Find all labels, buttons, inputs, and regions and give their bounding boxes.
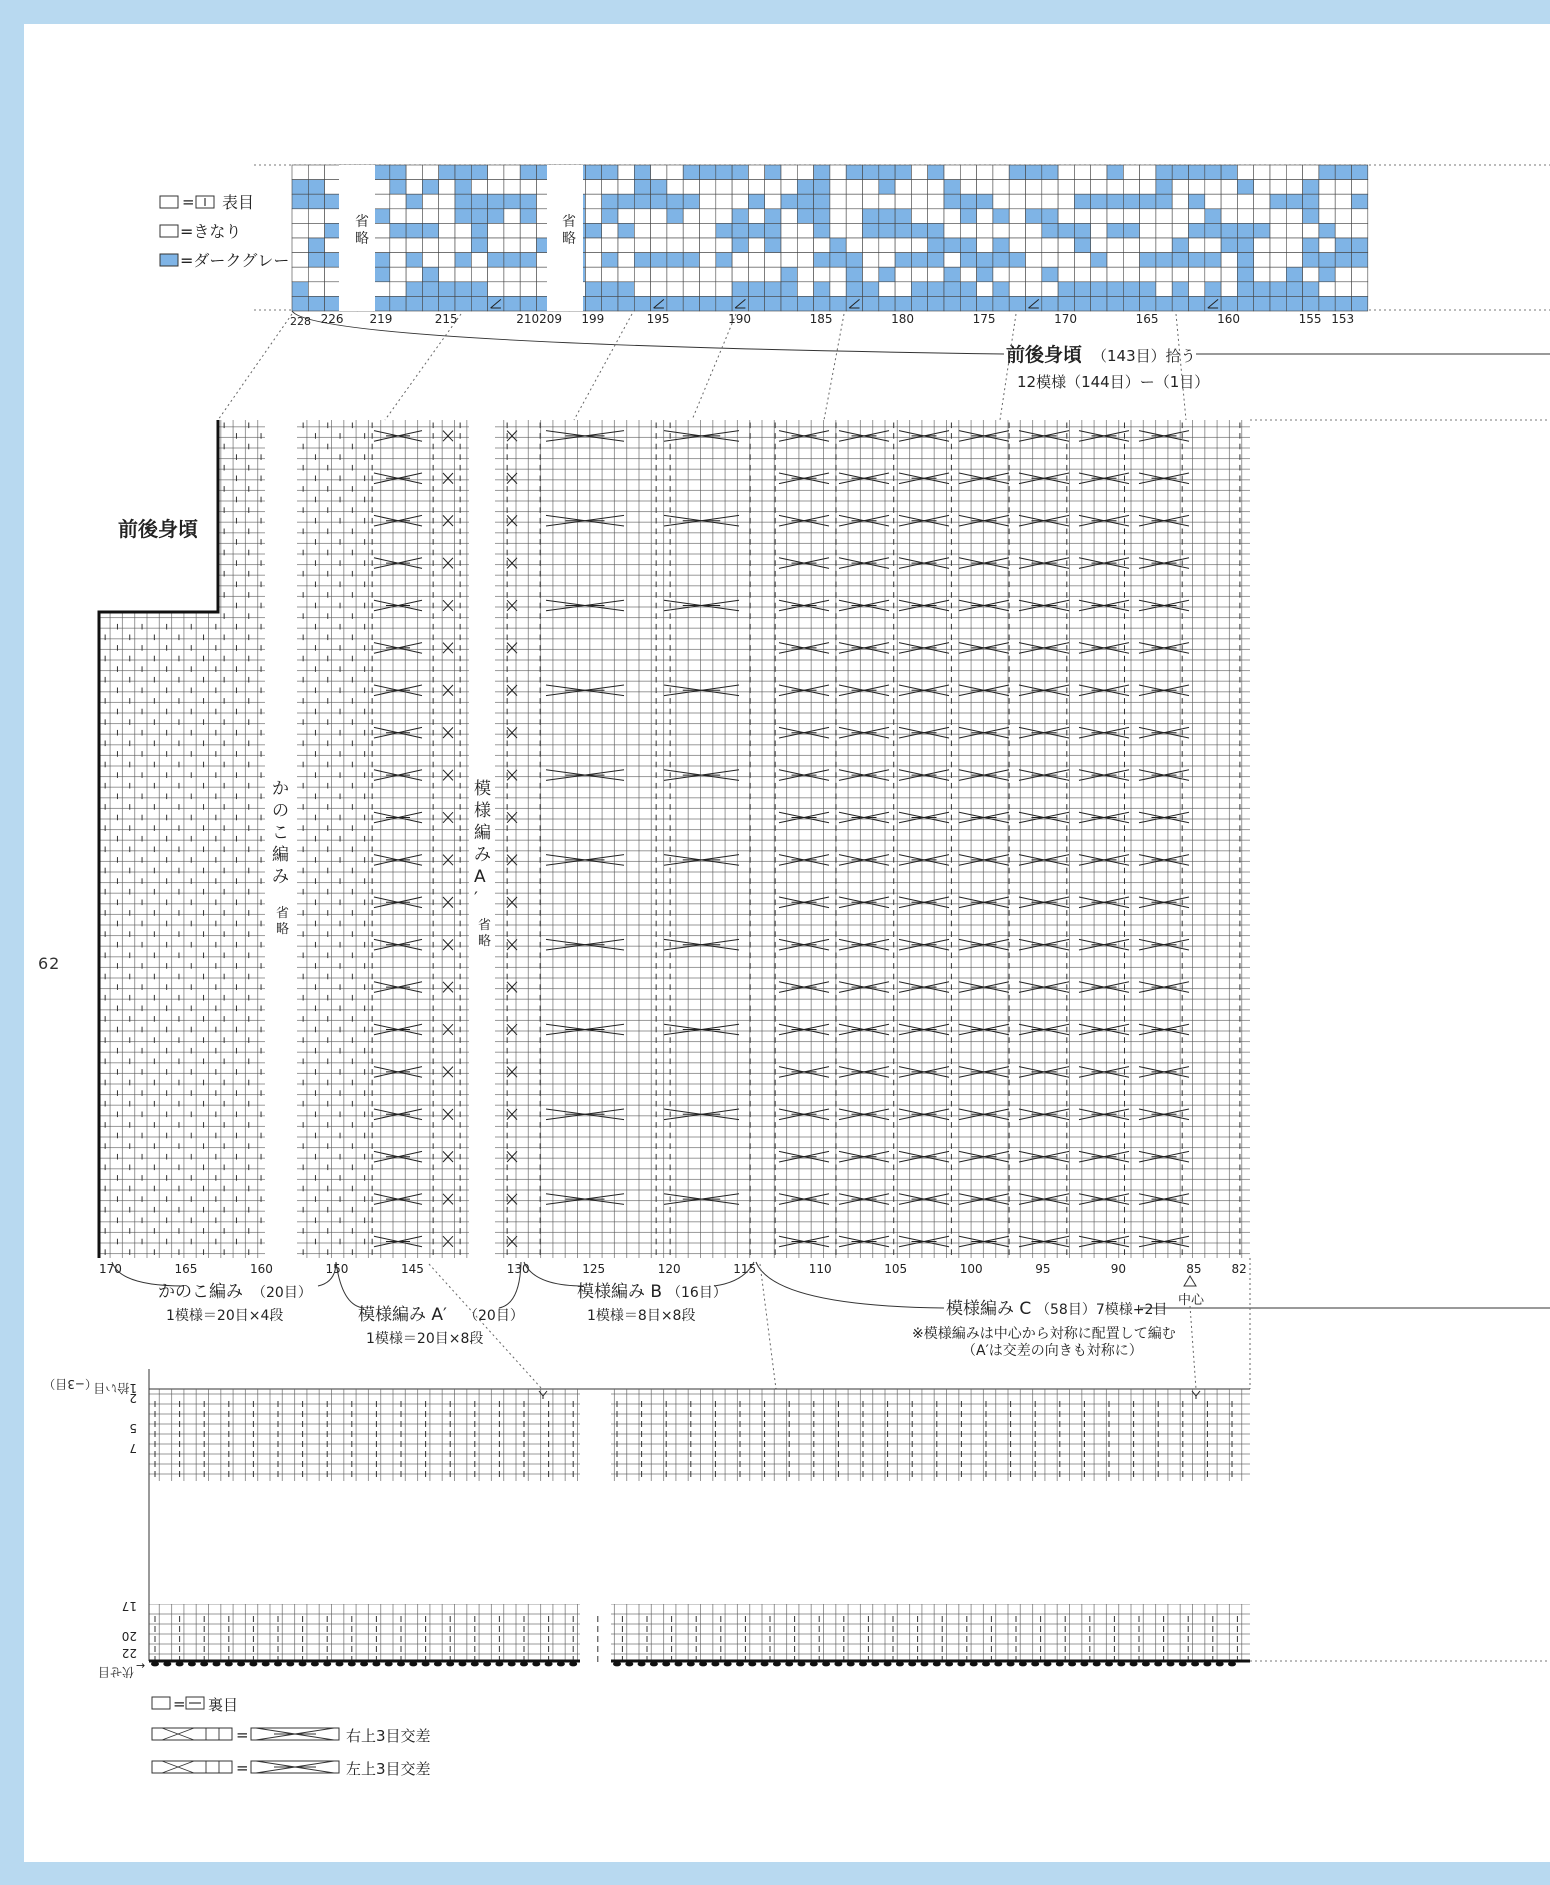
colorwork-number-8: 180 xyxy=(891,312,915,326)
colorwork-shoryaku-1-char-1: 省 xyxy=(355,214,369,230)
knitting-chart-diagram xyxy=(24,24,1550,1862)
main-number-8: 115 xyxy=(733,1262,757,1276)
kanoko-label: かのこ編み xyxy=(272,779,289,887)
ribbing-row-label-0: 1拾い目 xyxy=(93,1381,137,1395)
legend-left-cross-text: 左上3目交差 xyxy=(346,1760,431,1778)
legend-knit-text: 表目 xyxy=(222,193,255,212)
colorwork-number-9: 175 xyxy=(972,312,996,326)
colorwork-number-14: 153 xyxy=(1331,312,1355,326)
pattern-c-title: 模様編み C xyxy=(946,1299,1032,1319)
ribbing-row-label-5: 20 xyxy=(121,1629,137,1643)
legend-right-cross-text: 右上3目交差 xyxy=(346,1727,431,1745)
colorwork-stitch-numbers xyxy=(321,312,1355,326)
note-2: （A′は交差の向きも対称に） xyxy=(962,1343,1143,1359)
colorwork-number-7: 185 xyxy=(809,312,833,326)
page xyxy=(24,24,1550,1862)
legend-kinari-text: =きなり xyxy=(180,222,242,241)
pattern-c-count: （58目）7模様+2目 xyxy=(1036,1302,1168,1318)
main-number-5: 130 xyxy=(506,1262,530,1276)
patternA-shoryaku: 省略 xyxy=(478,918,492,949)
pattern-b-title: 模様編み B xyxy=(577,1282,663,1302)
svg-text:=: = xyxy=(236,1726,249,1744)
main-number-7: 120 xyxy=(657,1262,681,1276)
pattern-a-count: （20目） xyxy=(464,1308,524,1324)
colorwork-number-11: 165 xyxy=(1135,312,1159,326)
note-1: ※模様編みは中心から対称に配置して編む xyxy=(912,1326,1176,1342)
main-number-0: 170 xyxy=(99,1262,122,1276)
colorwork-shoryaku-2-char-2: 略 xyxy=(562,231,576,247)
main-number-11: 100 xyxy=(959,1262,983,1276)
legend-top xyxy=(160,193,289,270)
page-number: 62 xyxy=(38,954,61,973)
main-number-14: 85 xyxy=(1186,1262,1202,1276)
kanoko-shoryaku: 省略 xyxy=(276,906,290,937)
pattern-kanoko-count: （20目） xyxy=(252,1285,312,1301)
colorwork-number-6: 190 xyxy=(728,312,752,326)
main-number-4: 145 xyxy=(401,1262,424,1276)
ribbing-row-label-6: 22 xyxy=(121,1646,137,1660)
center-label: 中心 xyxy=(1178,1293,1205,1308)
main-number-15: 82 xyxy=(1231,1262,1247,1276)
main-number-12: 95 xyxy=(1035,1262,1051,1276)
body-label: 前後身頃 xyxy=(118,517,198,541)
ribbing-row-label-2: 5 xyxy=(129,1421,137,1435)
legend-bottom xyxy=(152,1695,431,1778)
pickup-detail: （143目）拾う xyxy=(1092,347,1196,365)
main-number-13: 90 xyxy=(1110,1262,1126,1276)
legend-right-cross xyxy=(152,1726,431,1745)
patternA-label: 模様編み A ′ xyxy=(474,779,491,909)
colorwork-shoryaku-2-char-1: 省 xyxy=(562,214,576,230)
colorwork-number-10: 170 xyxy=(1054,312,1078,326)
legend-kinari xyxy=(160,222,241,241)
pattern-b-count: （16目） xyxy=(667,1285,727,1301)
legend-darkgray-text: =ダークグレー xyxy=(180,251,290,270)
pickup-sub: 12模様（144目）ー（1目） xyxy=(1017,373,1210,391)
svg-text:=: = xyxy=(182,193,195,211)
colorwork-number-4: 199 xyxy=(581,312,605,326)
main-number-1: 165 xyxy=(174,1262,198,1276)
colorwork-number-12: 160 xyxy=(1217,312,1241,326)
pickup-title: 前後身頃 xyxy=(1006,344,1083,366)
colorwork-number-1: 219 xyxy=(369,312,393,326)
legend-darkgray xyxy=(160,251,289,270)
pattern-b-repeat: 1模様＝8目×8段 xyxy=(587,1308,696,1324)
pattern-kanoko-title: かのこ編み xyxy=(158,1282,243,1302)
svg-text:=: = xyxy=(173,1695,186,1713)
colorwork-chart xyxy=(292,165,1368,311)
colorwork-number-2: 215 xyxy=(434,312,458,326)
colorwork-number-3: 210209 xyxy=(516,312,563,326)
pattern-kanoko-repeat: 1模様＝20目×4段 xyxy=(166,1308,284,1324)
legend-knit xyxy=(160,193,254,212)
ribbing-minus-label: （−3目） xyxy=(43,1377,97,1391)
svg-text:=: = xyxy=(236,1759,249,1777)
main-number-9: 110 xyxy=(808,1262,832,1276)
colorwork-shoryaku-1-char-2: 略 xyxy=(355,231,369,247)
ribbing-row-label-3: 7 xyxy=(129,1441,137,1455)
colorwork-number-5: 195 xyxy=(646,312,670,326)
ribbing-row-label-4: 17 xyxy=(121,1599,137,1613)
colorwork-number-0: 226 xyxy=(320,312,344,326)
main-number-2: 160 xyxy=(250,1262,273,1276)
pattern-a-title: 模様編み A′ xyxy=(358,1305,447,1325)
main-number-6: 125 xyxy=(582,1262,606,1276)
main-number-10: 105 xyxy=(884,1262,908,1276)
legend-purl-text: 裏目 xyxy=(208,1696,239,1714)
colorwork-number-13: 155 xyxy=(1298,312,1322,326)
main-chart-stitch-numbers xyxy=(99,1262,1247,1276)
pattern-a-repeat: 1模様＝20目×8段 xyxy=(366,1331,484,1347)
main-number-3: 150 xyxy=(325,1262,349,1276)
ribbing-chart xyxy=(149,1369,1250,1666)
ribbing-row-labels xyxy=(93,1381,137,1660)
ribbing-bindoff-label: 伏せ目 xyxy=(97,1665,134,1679)
legend-purl xyxy=(152,1695,238,1714)
svg-text:→: → xyxy=(136,1659,146,1672)
ribbing-row-label-1: 2 xyxy=(129,1391,137,1405)
center-marker xyxy=(1178,1276,1205,1308)
legend-left-cross xyxy=(152,1759,431,1778)
colorwork-corner-label: 228 xyxy=(290,315,311,328)
